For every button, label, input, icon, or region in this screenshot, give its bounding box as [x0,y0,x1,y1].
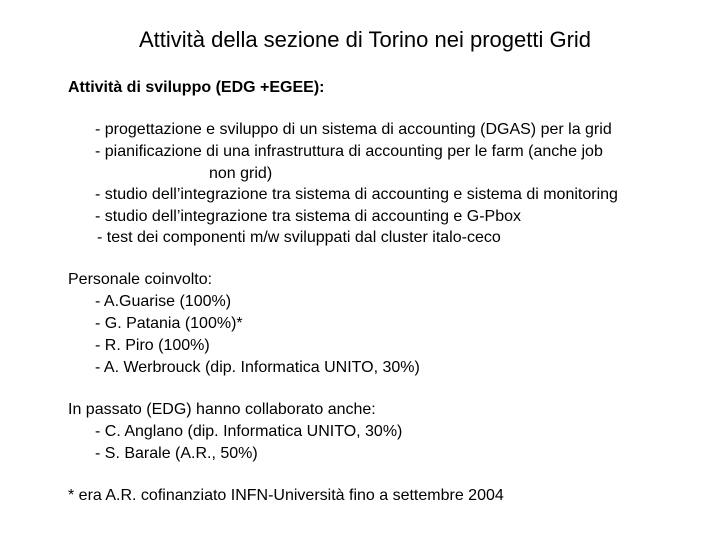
personnel-item: - A.Guarise (100%) [95,293,232,310]
development-item: - studio dell’integrazione tra sistema di accounting e sistema di monitoring [95,186,618,203]
personnel-item: - G. Patania (100%)* [95,315,243,332]
development-item: - pianificazione di una infrastruttura di accounting per le farm (anche job [95,143,603,160]
past-item: - S. Barale (A.R., 50%) [95,445,258,462]
development-heading: Attività di sviluppo (EDG +EGEE): [68,79,325,96]
development-item-continuation: non grid) [209,165,273,182]
development-item: - test dei componenti m/w sviluppati dal cluster italo-ceco [97,229,501,246]
past-heading: In passato (EDG) hanno collaborato anche: [68,401,376,418]
personnel-item: - A. Werbrouck (dip. Informatica UNITO, 30%) [95,359,420,376]
development-item: - studio dell’integrazione tra sistema di accounting e G-Pbox [95,208,521,225]
personnel-heading: Personale coinvolto: [68,271,213,288]
personnel-item: - R. Piro (100%) [95,337,210,354]
development-item: - progettazione e sviluppo di un sistema di accounting (DGAS) per la grid [95,121,612,138]
footnote: * era A.R. cofinanziato INFN-Università fino a settembre 2004 [68,487,504,504]
past-item: - C. Anglano (dip. Informatica UNITO, 30%) [95,423,403,440]
slide-title: Attività della sezione di Torino nei progetti Grid [138,27,592,52]
